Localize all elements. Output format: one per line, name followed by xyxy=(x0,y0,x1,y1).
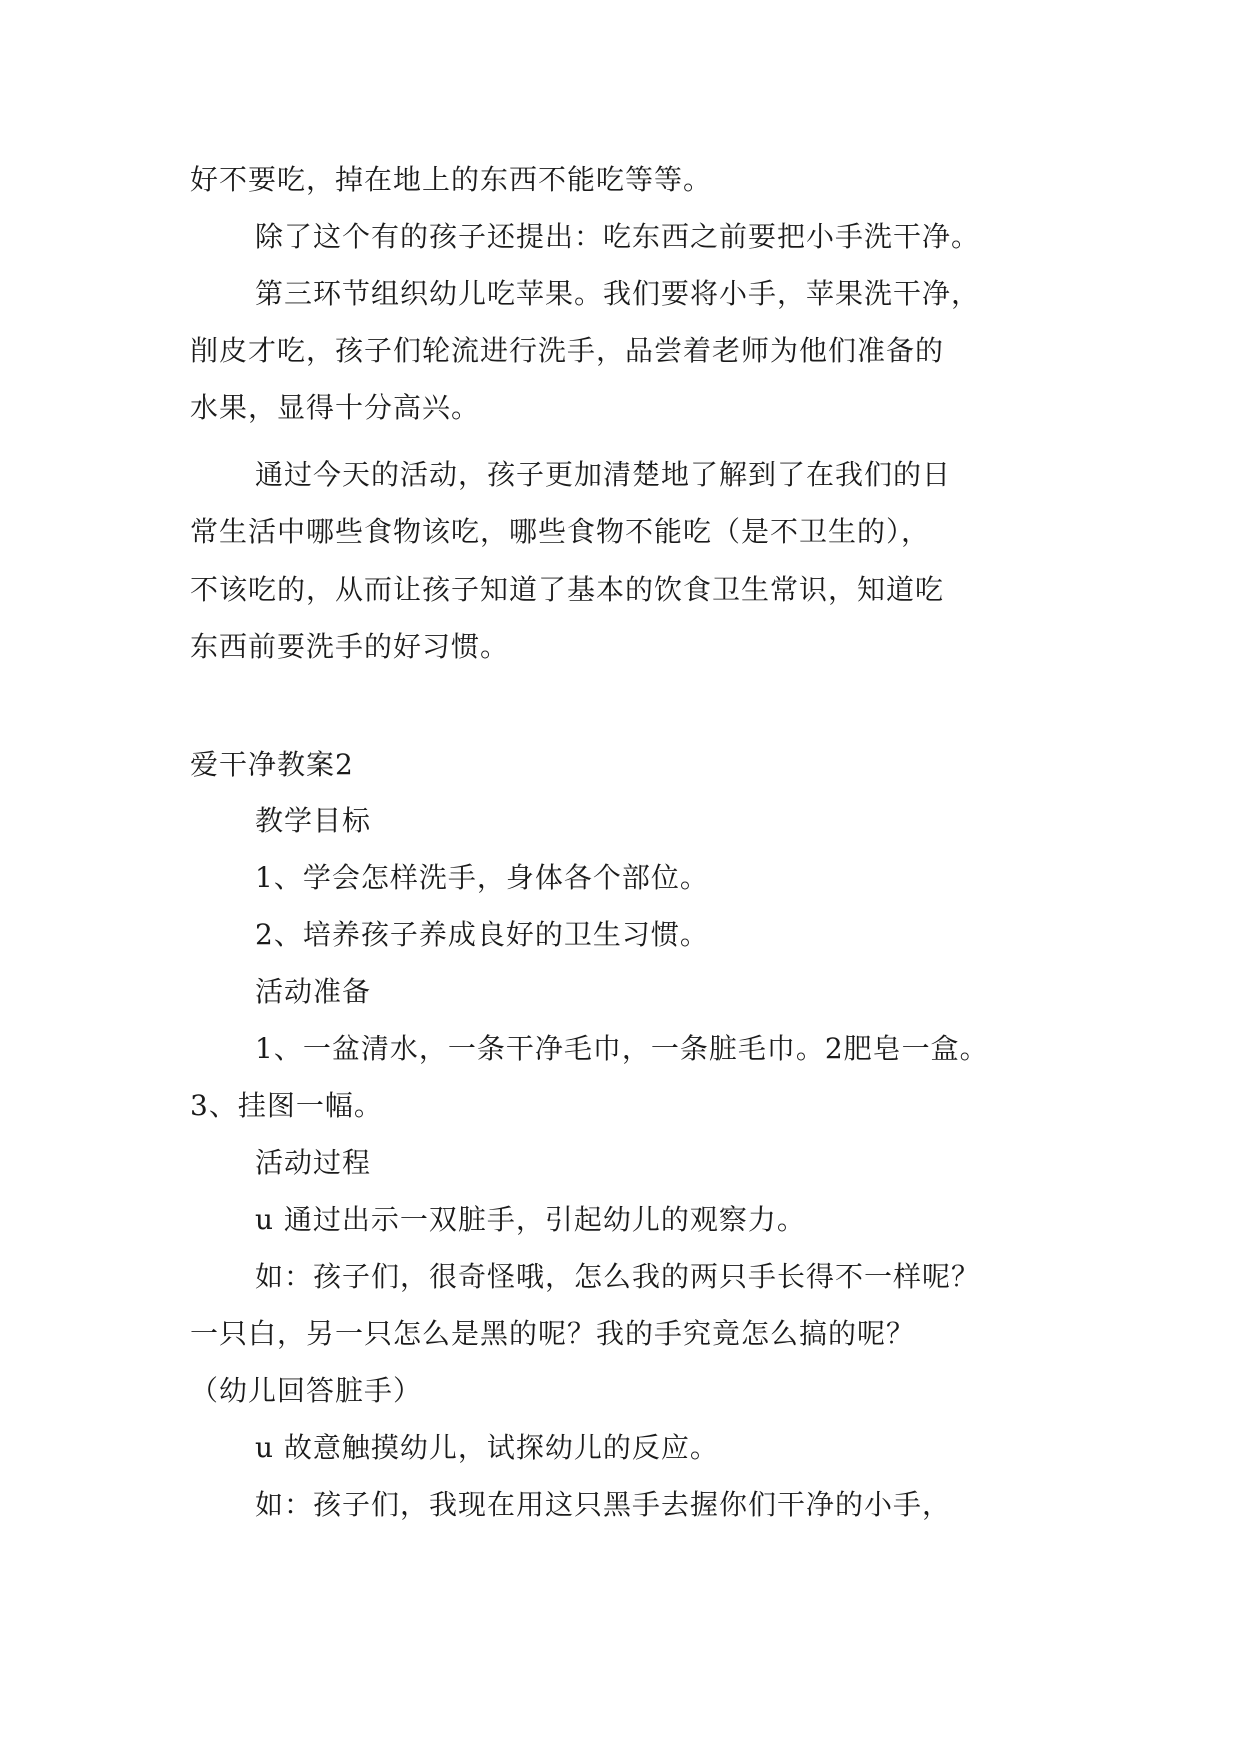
paragraph-line: u 通过出示一双脏手，引起幼儿的观察力。 xyxy=(255,1203,806,1236)
paragraph-line: 除了这个有的孩子还提出：吃东西之前要把小手洗干净。 xyxy=(255,220,981,253)
paragraph-line: （幼儿回答脏手） xyxy=(190,1374,423,1407)
paragraph-line: 削皮才吃，孩子们轮流进行洗手，品尝着老师为他们准备的 xyxy=(190,334,945,367)
paragraph-line: 如：孩子们，我现在用这只黑手去握你们干净的小手， xyxy=(255,1488,952,1521)
subheading: 活动过程 xyxy=(255,1146,372,1179)
subheading: 活动准备 xyxy=(255,975,372,1008)
section-title: 爱干净教案2 xyxy=(190,748,354,781)
list-item: 1、学会怎样洗手，身体各个部位。 xyxy=(255,861,709,894)
list-item: 2、培养孩子养成良好的卫生习惯。 xyxy=(255,918,709,951)
paragraph-line: 如：孩子们，很奇怪哦，怎么我的两只手长得不一样呢？ xyxy=(255,1260,981,1293)
subheading: 教学目标 xyxy=(255,804,372,837)
paragraph-line: 一只白，另一只怎么是黑的呢？我的手究竟怎么搞的呢？ xyxy=(190,1317,916,1350)
paragraph-line: 东西前要洗手的好习惯。 xyxy=(190,630,510,663)
paragraph-line: 通过今天的活动，孩子更加清楚地了解到了在我们的日 xyxy=(255,458,952,491)
list-item: 3、挂图一幅。 xyxy=(190,1089,383,1122)
list-item: 1、一盆清水，一条干净毛巾，一条脏毛巾。2肥皂一盒。 xyxy=(255,1032,989,1065)
paragraph-line: u 故意触摸幼儿，试探幼儿的反应。 xyxy=(255,1431,719,1464)
paragraph-line: 不该吃的，从而让孩子知道了基本的饮食卫生常识，知道吃 xyxy=(190,573,945,606)
paragraph-line: 水果，显得十分高兴。 xyxy=(190,391,481,424)
paragraph-line: 好不要吃，掉在地上的东西不能吃等等。 xyxy=(190,163,713,196)
paragraph-line: 第三环节组织幼儿吃苹果。我们要将小手，苹果洗干净， xyxy=(255,277,981,310)
paragraph-line: 常生活中哪些食物该吃，哪些食物不能吃（是不卫生的）， xyxy=(190,515,931,548)
